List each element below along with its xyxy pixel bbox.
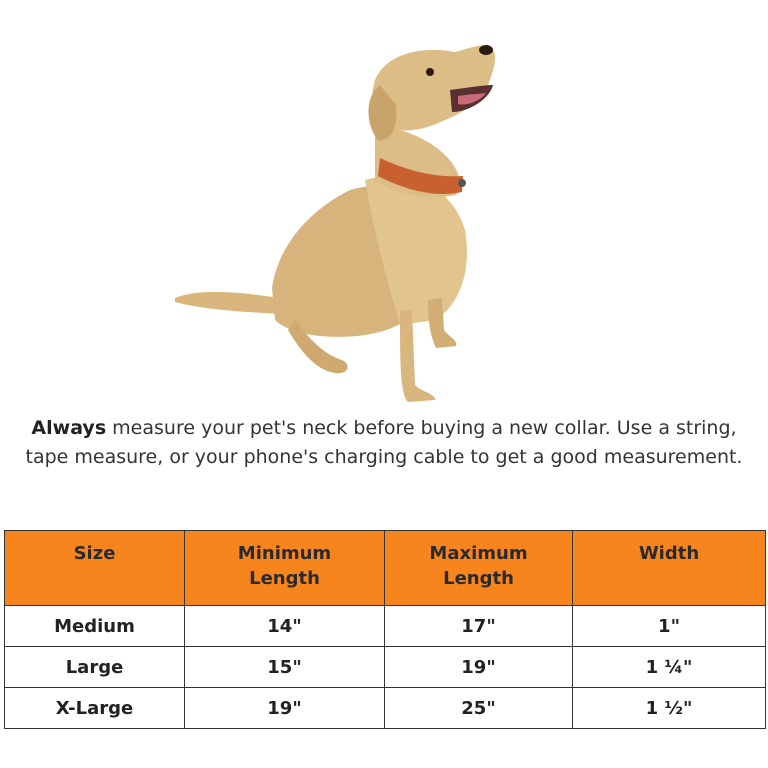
header-width — [573, 531, 766, 606]
dog-sitting-with-collar-icon — [160, 30, 510, 410]
table-header-row — [5, 531, 766, 606]
size-chart-table — [4, 530, 766, 729]
cell-maximum-length: 17" — [385, 606, 573, 647]
cell-size: X-Large — [5, 688, 185, 729]
table-row — [5, 688, 766, 729]
cell-width: 1 ½" — [573, 688, 766, 729]
cell-minimum-length: 14" — [185, 606, 385, 647]
cell-width: 1" — [573, 606, 766, 647]
cell-minimum-length: 19" — [185, 688, 385, 729]
table-row — [5, 647, 766, 688]
cell-minimum-length: 15" — [185, 647, 385, 688]
header-min-line-2: Length — [249, 568, 320, 589]
cell-size: Large — [5, 647, 185, 688]
header-size — [5, 531, 185, 606]
measurement-instructions — [20, 414, 748, 472]
header-width-line: Width — [638, 543, 700, 564]
header-minimum-length — [185, 531, 385, 606]
dog-illustration — [160, 30, 510, 410]
cell-width: 1 ¼" — [573, 647, 766, 688]
instructions-emphasis: Always — [31, 417, 107, 439]
header-max-line-2: Length — [443, 568, 514, 589]
instructions-text: measure your pet's neck before buying a new collar. Use a string, tape measure, or your phone's charging cable to get a good measurement. — [25, 417, 743, 468]
cell-size: Medium — [5, 606, 185, 647]
header-min-line-1: Minimum — [237, 543, 332, 564]
cell-maximum-length: 25" — [385, 688, 573, 729]
header-maximum-length — [385, 531, 573, 606]
cell-maximum-length: 19" — [385, 647, 573, 688]
header-max-line-1: Maximum — [429, 543, 528, 564]
header-size-line: Size — [73, 543, 116, 564]
table-row — [5, 606, 766, 647]
